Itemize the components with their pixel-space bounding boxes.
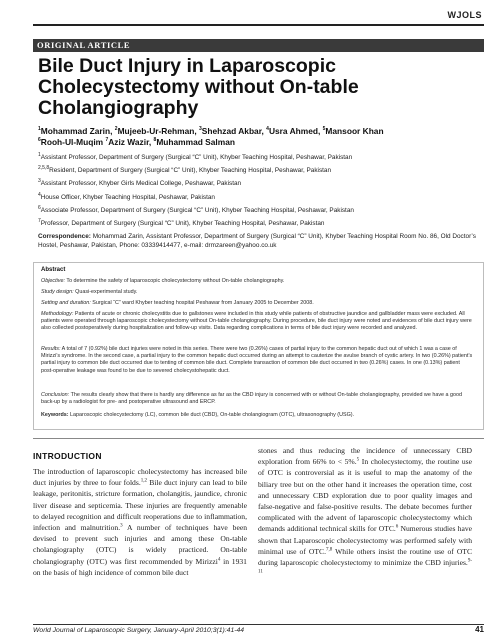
abstract-objective: Objective: To determine the safety of laparoscopic cholecystectomy without On-table cholangiography. bbox=[41, 278, 285, 284]
body-column-right: stones and thus reducing the incidence of unnecessary CBD exploration from 66% to < 5%.$^5$ In cholecystectomy, the routine use of OTC is controversial as it is useful to map the anatomy of the biliary tree but on the other hand it increases the operation time, cost and unnecessary CBD exploration due to poor quality images and false-negative and false-positive results. The debate becomes further complicated with the advent of laparoscopic cholecystectomy which demands additional technical skills for OTC.$^6$ Numerous studies have shown that Laparoscopic cholecystectomy was performed safely with minimal use of OTC.$^{7,8}$ While others insist the routine use of OTC during laparoscopic cholecystectomy to minimize the CBD injuries.$^{9-11}$ bbox=[258, 446, 473, 575]
author: $^8$Muhammad Salman bbox=[153, 137, 235, 147]
section-divider bbox=[33, 438, 484, 439]
author: $^2$Mujeeb-Ur-Rehman, bbox=[114, 126, 199, 136]
header-rule bbox=[33, 24, 484, 26]
abstract-setting: Setting and duration: Surgical “C” ward Khyber teaching hospital Peshawar from January 2005 to December 2008. bbox=[41, 300, 314, 306]
journal-code: WJOLS bbox=[447, 10, 482, 20]
abstract-design: Study design: Quasi-experimental study. bbox=[41, 289, 138, 295]
affiliation: $^4$House Officer, Khyber Teaching Hospital, Peshawar, Pakistan bbox=[38, 191, 215, 201]
correspondence-label: Correspondence: bbox=[38, 233, 91, 240]
section-label: ORIGINAL ARTICLE bbox=[37, 40, 131, 50]
abstract-methodology: Methodology: Patients of acute or chronic cholecystitis due to gallstones were included in this study while patients of obstructive jaundice and gallbladder mass were excluded. All patients were operated through laparoscopic cholecystectomy without On-table cholangiography. During procedure, bile duct injury were noted and evidences of bile duct injury were also collected postoperatively during hospitalization and follow-up visits. Data regarding complications in terms of bile duct injury were recorded and analyzed. bbox=[41, 311, 472, 332]
body-column-left: The introduction of laparoscopic cholecystectomy has increased bile duct injuries by three to four folds.$^{1,2}$ Bile duct injury can lead to bile leakage, peritonitis, stricture formation, cholangitis, jaundice, chronic liver disease and septicemia. These injuries are frequently amenable to delayed recognition and difficult reoperations due to inflammation, infection and malnutrition.$^3$ A number of techniques have been devised to prevent such injuries and among these On-table cholangiography (OTC) is widely practiced. On-table cholangiography (OTC) was first recommended by Mirizzi$^4$ in 1931 on the basis of high incidence of common bile duct bbox=[33, 467, 248, 577]
author: $^1$Mohammad Zarin, bbox=[38, 126, 115, 136]
author-list bbox=[38, 126, 478, 148]
abstract-heading: Abstract bbox=[41, 267, 66, 273]
affiliation: $^6$Associate Professor, Department of Surgery (Surgical “C” Unit), Khyber Teaching Hospital, Peshawar, Pakistan bbox=[38, 204, 354, 214]
article-title: Bile Duct Injury in Laparoscopic Cholecystectomy without On-table Cholangiography bbox=[38, 55, 359, 119]
abstract-keywords: Keywords: Laparoscopic cholecystectomy (LC), common bile duct (CBD), On-table cholangiogram (OTC), ultrasonography (USG). bbox=[41, 412, 355, 418]
abstract-conclusion: Conclusion: The results clearly show that there is hardly any difference as far as the CBD injury is concerned with or without On-table cholangiography, provided we have a good back-up by a radiologist for pre- and postoperative ultrasound and ERCP. bbox=[41, 392, 463, 406]
correspondence-text: Mohammad Zarin, Assistant Professor, Department of Surgery (Surgical “C” Unit), Khyber Teaching Hospital Room No. 86, Old Doctor’s Hostel, Peshawar, Pakistan, Phone: 03339414477, e-mail: drmzareen@yahoo.co.uk bbox=[38, 233, 476, 249]
introduction-heading: INTRODUCTION bbox=[33, 451, 102, 461]
correspondence bbox=[38, 232, 484, 250]
affiliation: $^7$Professor, Department of Surgery (Surgical “C” Unit), Khyber Teaching Hospital, Peshawar, Pakistan bbox=[38, 217, 325, 227]
author: $^4$Usra Ahmed, bbox=[266, 126, 323, 136]
author: $^3$Shehzad Akbar, bbox=[199, 126, 267, 136]
affiliation: $^1$Assistant Professor, Department of Surgery (Surgical “C” Unit), Khyber Teaching Hospital, Peshawar, Pakistan bbox=[38, 151, 353, 161]
abstract-results: Results: A total of 7 (0.92%) bile duct injuries were noted in this series. There were two (0.26%) cases of partial injury to the common hepatic duct out of which 1 was a case of Mirizzi’s syndrome. In the second case, a partial injury to the common hepatic duct occurred during an attempt to cauterize the avulse branch of cystic artery. In two (0.26%) patient’s partial injury to common bile duct occurred due to tenting of common bile duct. Complete transaction of common bile duct occurred in two (0.26%) cases. In one (0.13%) patient post-operative leakage was found to be due to severed cholecystohepatic duct. bbox=[41, 346, 473, 374]
affiliation: $^{2,5,8}$Resident, Department of Surgery (Surgical “C” Unit), Khyber Teaching Hospital, Peshawar, Pakistan bbox=[38, 165, 332, 175]
footer-rule bbox=[33, 624, 484, 625]
author: $^6$Rooh-Ul-Muqim bbox=[38, 137, 106, 147]
author: $^5$Mansoor Khan bbox=[322, 126, 384, 136]
page-number: 41 bbox=[475, 625, 484, 634]
affiliation: $^3$Assistant Professor, Khyber Girls Medical College, Peshawar, Pakistan bbox=[38, 178, 242, 188]
footer-citation: World Journal of Laparoscopic Surgery, January-April 2010;3(1):41-44 bbox=[33, 627, 245, 634]
author: $^7$Aziz Wazir, bbox=[105, 137, 154, 147]
affiliation-list bbox=[38, 153, 484, 232]
